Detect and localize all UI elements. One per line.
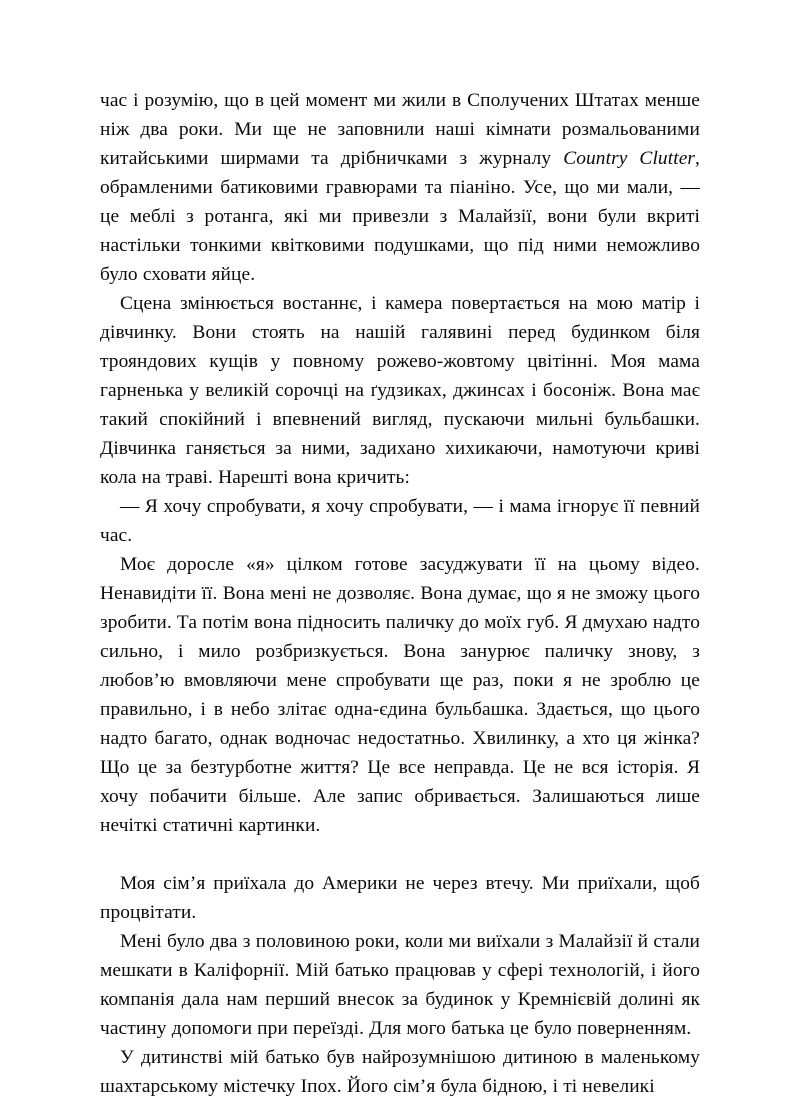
- paragraph-5: Моя сім’я приїхала до Америки не через втечу. Ми приїхали, щоб процвітати.: [100, 873, 700, 923]
- paragraph-2: Сцена змінюється востаннє, і камера повертається на мою матір і дівчинку. Вони стоять на нашій галявині перед будинком біля трояндових кущів у повному рожево-жовтому цвітінні. Моя мама гарненька у великій сорочці на ґудзиках, джинсах і босоніж. Вона має такий спокійний і впевнений вигляд, пускаючи мильні бульбашки. Дівчинка ганяється за ними, задихано хихикаючи, намотуючи криві кола на траві. Нарешті вона кричить:: [100, 293, 700, 488]
- paragraph-1: [100, 86, 700, 289]
- paragraph-1-text-after-italic: , обрамленими батиковими гравюрами та піаніно. Усе, що ми мали, — це меблі з ротанга, які ми привезли з Малайзії, вони були вкриті настільки тонкими квітковими подушками, що під ними неможливо було сховати яйце.: [100, 148, 700, 285]
- paragraph-6: Мені було два з половиною роки, коли ми виїхали з Малайзії й стали мешкати в Каліфорнії. Мій батько працював у сфері технологій, і його компанія дала нам перший внесок за будинок у Кремнієвій долині як частину допомоги при переїзді. Для мого батька це було поверненням.: [100, 931, 700, 1039]
- paragraph-7: У дитинстві мій батько був найрозумнішою дитиною в маленькому шахтарському містечку Іпох. Його сім’я була бідною, і ті невеликі: [100, 1047, 700, 1097]
- magazine-title-italic: Country Clutter: [563, 148, 696, 169]
- paragraph-3-dialogue: — Я хочу спробувати, я хочу спробувати, — і мама ігнорує її певний час.: [100, 496, 700, 546]
- paragraph-1-text-before-italic: час і розумію, що в цей момент ми жили в Сполучених Штатах менше ніж два роки. Ми ще не заповнили наші кімнати розмальованими китайськими ширмами та дрібничками з журналу: [100, 90, 700, 169]
- paragraph-4: Моє доросле «я» цілком готове засуджувати її на цьому відео. Ненавидіти її. Вона мені не дозволяє. Вона думає, що я не зможу цього зробити. Та потім вона підносить паличку до моїх губ. Я дмухаю надто сильно, і мило розбризкується. Вона занурює паличку знову, з любов’ю вмовляючи мене спробувати ще раз, поки я не зроблю це правильно, і в небо злітає одна-єдина бульбашка. Здається, що цього надто багато, однак водночас недостатньо. Хвилинку, а хто ця жінка? Що це за безтурботне життя? Це все неправда. Це не вся історія. Я хочу побачити більше. Але запис обривається. Залишаються лише нечіткі статичні картинки.: [100, 554, 700, 836]
- body-text-column: [100, 86, 700, 1101]
